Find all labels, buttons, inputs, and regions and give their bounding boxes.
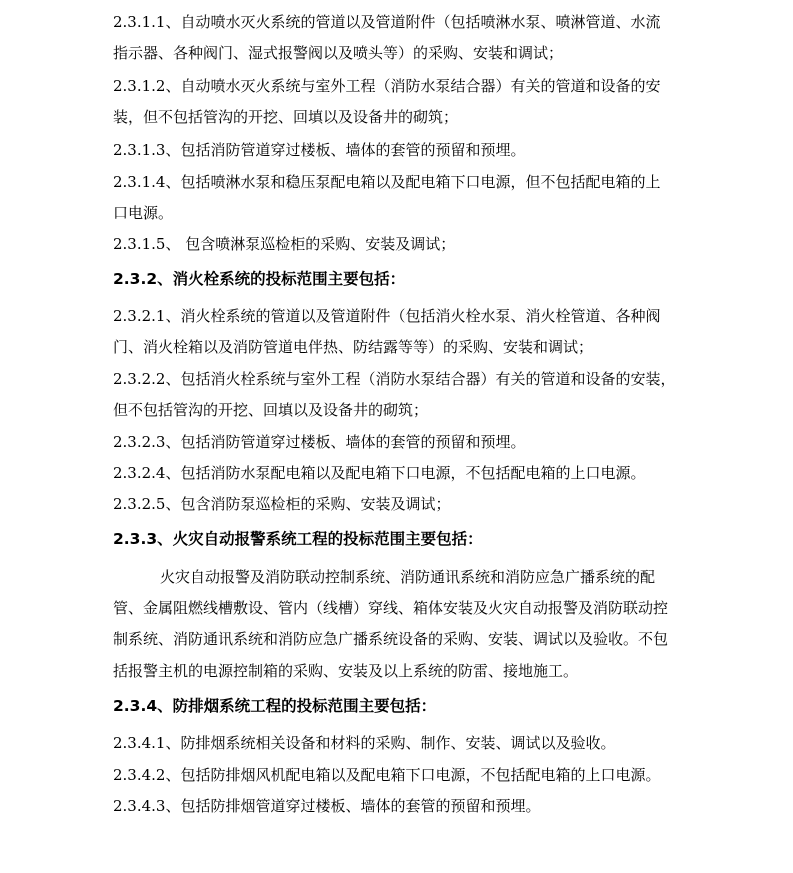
clause-2-3-1-2-line-2: 装，但不包括管沟的开挖、回填以及设备井的砌筑； — [113, 108, 459, 126]
clause-2-3-4-1: 2.3.4.1、防排烟系统相关设备和材料的采购、制作、安装、调试以及验收。 — [113, 734, 616, 752]
section-2-3-3-paragraph-line-2: 管、金属阻燃线槽敷设、管内（线槽）穿线、箱体安装及火灾自动报警及消防联动控 — [113, 599, 669, 617]
clause-2-3-4-2: 2.3.4.2、包括防排烟风机配电箱以及配电箱下口电源，不包括配电箱的上口电源。 — [113, 766, 661, 784]
clause-2-3-1-5: 2.3.1.5、 包含喷淋泵巡检柜的采购、安装及调试； — [113, 235, 456, 253]
section-2-3-3-heading: 2.3.3、火灾自动报警系统工程的投标范围主要包括： — [113, 530, 483, 548]
clause-2-3-2-1-line-2: 门、消火栓箱以及消防管道电伴热、防结露等等）的采购、安装和调试； — [113, 338, 594, 356]
clause-2-3-2-1-line-1: 2.3.2.1、消火栓系统的管道以及管道附件（包括消火栓水泵、消火栓管道、各种阀 — [113, 307, 661, 325]
clause-2-3-1-4-line-1: 2.3.1.4、包括喷淋水泵和稳压泵配电箱以及配电箱下口电源，但不包括配电箱的上 — [113, 173, 661, 191]
clause-2-3-1-3: 2.3.1.3、包括消防管道穿过楼板、墙体的套管的预留和预埋。 — [113, 141, 526, 159]
clause-2-3-1-2-line-1: 2.3.1.2、自动喷水灭火系统与室外工程（消防水泵结合器）有关的管道和设备的安 — [113, 77, 661, 95]
clause-2-3-2-3: 2.3.2.3、包括消防管道穿过楼板、墙体的套管的预留和预埋。 — [113, 433, 526, 451]
clause-2-3-2-5: 2.3.2.5、包含消防泵巡检柜的采购、安装及调试； — [113, 495, 451, 513]
clause-2-3-2-2-line-2: 但不包括管沟的开挖、回填以及设备井的砌筑； — [113, 401, 429, 419]
clause-2-3-2-4: 2.3.2.4、包括消防水泵配电箱以及配电箱下口电源，不包括配电箱的上口电源。 — [113, 464, 646, 482]
section-2-3-2-heading: 2.3.2、消火栓系统的投标范围主要包括： — [113, 270, 406, 288]
section-2-3-3-paragraph-line-1: 火灾自动报警及消防联动控制系统、消防通讯系统和消防应急广播系统的配 — [160, 568, 656, 586]
section-2-3-4-heading: 2.3.4、防排烟系统工程的投标范围主要包括： — [113, 697, 437, 715]
section-2-3-3-paragraph-line-4: 括报警主机的电源控制箱的采购、安装及以上系统的防雷、接地施工。 — [113, 662, 579, 680]
clause-2-3-1-1-line-2: 指示器、各种阀门、湿式报警阀以及喷头等）的采购、安装和调试； — [113, 44, 564, 62]
clause-2-3-2-2-line-1: 2.3.2.2、包括消火栓系统与室外工程（消防水泵结合器）有关的管道和设备的安装， — [113, 370, 676, 388]
clause-2-3-1-4-line-2: 口电源。 — [113, 204, 174, 222]
clause-2-3-1-1-line-1: 2.3.1.1、自动喷水灭火系统的管道以及管道附件（包括喷淋水泵、喷淋管道、水流 — [113, 13, 661, 31]
section-2-3-3-paragraph-line-3: 制系统、消防通讯系统和消防应急广播系统设备的采购、安装、调试以及验收。不包 — [113, 630, 669, 648]
clause-2-3-4-3: 2.3.4.3、包括防排烟管道穿过楼板、墙体的套管的预留和预埋。 — [113, 797, 541, 815]
